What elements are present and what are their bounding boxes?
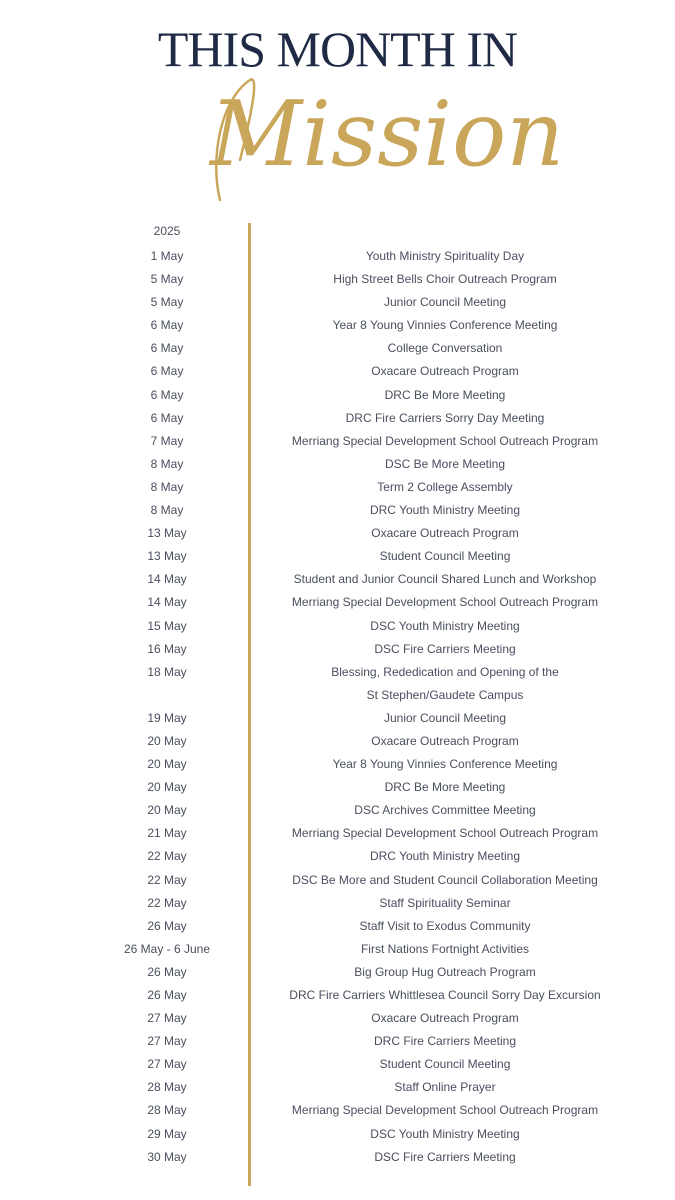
event-title [265,1099,625,1122]
event-title [265,522,625,545]
event-row [0,545,675,568]
event-row [0,938,675,961]
event-title [265,707,625,730]
event-row [0,407,675,430]
event-date: 6 May [150,341,184,356]
event-title-line: Blessing, Rededication and Opening of the [331,664,559,679]
event-date: 1 May [150,249,184,263]
event-row [0,430,675,453]
event-title [265,1076,625,1099]
event-date: 28 May [147,1080,187,1095]
event-row [0,360,675,383]
event-row [0,707,675,730]
event-title [265,984,625,1007]
event-row [0,291,675,314]
event-date: 6 May [150,387,184,402]
event-row [0,638,675,661]
event-title-line: Big Group Hug Outreach Program [354,964,536,979]
event-row [0,522,675,545]
event-title-line: Staff Spirituality Seminar [379,895,511,910]
event-title-line: DSC Archives Committee Meeting [354,803,536,818]
event-row [0,984,675,1007]
event-date: 26 May [147,988,187,1002]
event-row [0,822,675,845]
event-title-line: DSC Youth Ministry Meeting [370,1126,520,1141]
event-title [265,384,625,407]
event-date: 5 May [150,295,184,310]
event-date: 20 May [147,803,187,818]
event-date: 28 May [147,1103,187,1118]
event-title-line: Staff Visit to Exodus Community [359,918,531,933]
event-row [0,915,675,938]
event-date: 26 May - 6 June [123,941,211,956]
event-title-line: Youth Ministry Spirituality Day [365,249,525,263]
event-date: 19 May [147,710,187,725]
event-title [265,1007,625,1030]
event-title [265,1123,625,1146]
event-title-line: Oxacare Outreach Program [371,364,519,379]
event-title-line: DRC Be More Meeting [384,780,506,795]
event-title-line: First Nations Fortnight Activities [360,941,530,956]
event-date: 8 May [150,503,184,518]
event-title [265,430,625,453]
event-row [0,869,675,892]
event-row [0,384,675,407]
event-date: 6 May [150,410,184,425]
event-title-line: Merriang Special Development School Outreach Program [291,595,599,610]
event-title [265,245,625,268]
event-row [0,1030,675,1053]
event-title-line: DSC Be More and Student Council Collaboration Meeting [292,872,598,887]
event-date: 22 May [147,872,187,887]
event-title [265,1146,625,1169]
event-title [265,314,625,337]
event-date: 14 May [147,595,187,610]
event-title-line: DRC Be More Meeting [384,387,506,402]
event-title [265,268,625,291]
event-title-line: Term 2 College Assembly [377,479,513,494]
event-title [265,337,625,360]
event-date: 5 May [150,272,184,287]
event-date: 22 May [147,849,187,864]
event-row [0,1099,675,1122]
event-title [265,568,625,591]
event-title [265,615,625,638]
event-title-line: High Street Bells Choir Outreach Program [333,272,557,287]
event-title [265,730,625,753]
event-date: 8 May [150,456,184,471]
year-label: 2025 [153,224,181,238]
event-row [0,1053,675,1076]
event-date: 7 May [150,433,184,448]
event-title [265,799,625,822]
event-title [265,360,625,383]
event-date: 20 May [147,757,187,772]
event-row [0,961,675,984]
event-title [265,499,625,522]
event-date: 6 May [150,364,184,379]
event-row [0,1007,675,1030]
event-date: 27 May [147,1034,187,1049]
event-date: 20 May [147,733,187,748]
event-row [0,799,675,822]
event-title-line: DRC Fire Carriers Sorry Day Meeting [345,410,545,425]
event-title [265,776,625,799]
event-title-line: Oxacare Outreach Program [371,1011,519,1026]
event-title [265,938,625,961]
event-title-line: DRC Fire Carriers Meeting [373,1034,517,1049]
event-title-line: Junior Council Meeting [383,295,507,310]
script-word: Mission [210,82,565,187]
event-title-line: Oxacare Outreach Program [371,733,519,748]
event-date: 21 May [147,826,187,841]
event-title [265,453,625,476]
event-title-line: St Stephen/Gaudete Campus [366,687,524,702]
event-row [0,615,675,638]
event-date: 18 May [147,664,187,679]
event-title-line: Junior Council Meeting [383,710,507,725]
event-row [0,337,675,360]
event-title [265,915,625,938]
event-title-line: DSC Be More Meeting [384,456,506,471]
event-title-line: DRC Youth Ministry Meeting [369,849,521,864]
event-title [265,291,625,314]
event-row [0,776,675,799]
event-list [0,245,675,1169]
event-title [265,661,625,707]
mission-script-wordmark [180,60,565,210]
event-date: 15 May [147,618,187,633]
event-title [265,407,625,430]
event-title-line: Year 8 Young Vinnies Conference Meeting [332,318,558,333]
event-title-line: College Conversation [387,341,503,356]
event-title-line: Merriang Special Development School Outreach Program [291,826,599,841]
event-date: 26 May [147,918,187,933]
event-date: 13 May [147,549,187,564]
event-row [0,245,675,268]
event-title-line: Year 8 Young Vinnies Conference Meeting [332,757,558,772]
event-title-line: Student and Junior Council Shared Lunch and Workshop [293,572,597,587]
event-date: 29 May [147,1126,187,1141]
event-title-line: Oxacare Outreach Program [371,526,519,541]
event-title-line: DRC Youth Ministry Meeting [369,503,521,518]
event-title [265,822,625,845]
event-title [265,545,625,568]
event-row [0,499,675,522]
event-date: 8 May [150,479,184,494]
event-row [0,845,675,868]
event-date: 13 May [147,526,187,541]
event-title-line: Student Council Meeting [379,549,511,564]
event-title [265,1053,625,1076]
event-title [265,845,625,868]
event-row [0,453,675,476]
event-title [265,1030,625,1053]
event-title-line: DRC Fire Carriers Whittlesea Council Sorry Day Excursion [289,988,601,1002]
event-row [0,591,675,614]
event-row [0,892,675,915]
event-row [0,314,675,337]
event-date: 20 May [147,780,187,795]
event-date: 26 May [147,964,187,979]
event-title-line: DSC Youth Ministry Meeting [370,618,520,633]
event-title-line: Merriang Special Development School Outreach Program [291,433,599,448]
event-title [265,892,625,915]
event-title [265,476,625,499]
event-title-line: Merriang Special Development School Outreach Program [291,1103,599,1118]
event-title-line: Staff Online Prayer [394,1080,496,1095]
event-title-line: DSC Fire Carriers Meeting [374,641,516,656]
event-title-line: DSC Fire Carriers Meeting [374,1149,516,1164]
event-title [265,961,625,984]
event-date: 14 May [147,572,187,587]
event-row [0,568,675,591]
event-title [265,591,625,614]
page-title: THIS MONTH IN [157,21,518,77]
event-row [0,753,675,776]
event-row [0,661,675,707]
event-date: 22 May [147,895,187,910]
event-row [0,268,675,291]
event-date: 27 May [147,1057,187,1072]
event-row [0,730,675,753]
event-date: 27 May [147,1011,187,1026]
event-date: 16 May [147,641,187,656]
event-row [0,1076,675,1099]
event-title [265,638,625,661]
event-title-line: Student Council Meeting [379,1057,511,1072]
event-date: 30 May [147,1149,187,1164]
event-row [0,1146,675,1169]
event-title [265,869,625,892]
event-date: 6 May [150,318,184,333]
event-row [0,1123,675,1146]
event-title [265,753,625,776]
event-row [0,476,675,499]
